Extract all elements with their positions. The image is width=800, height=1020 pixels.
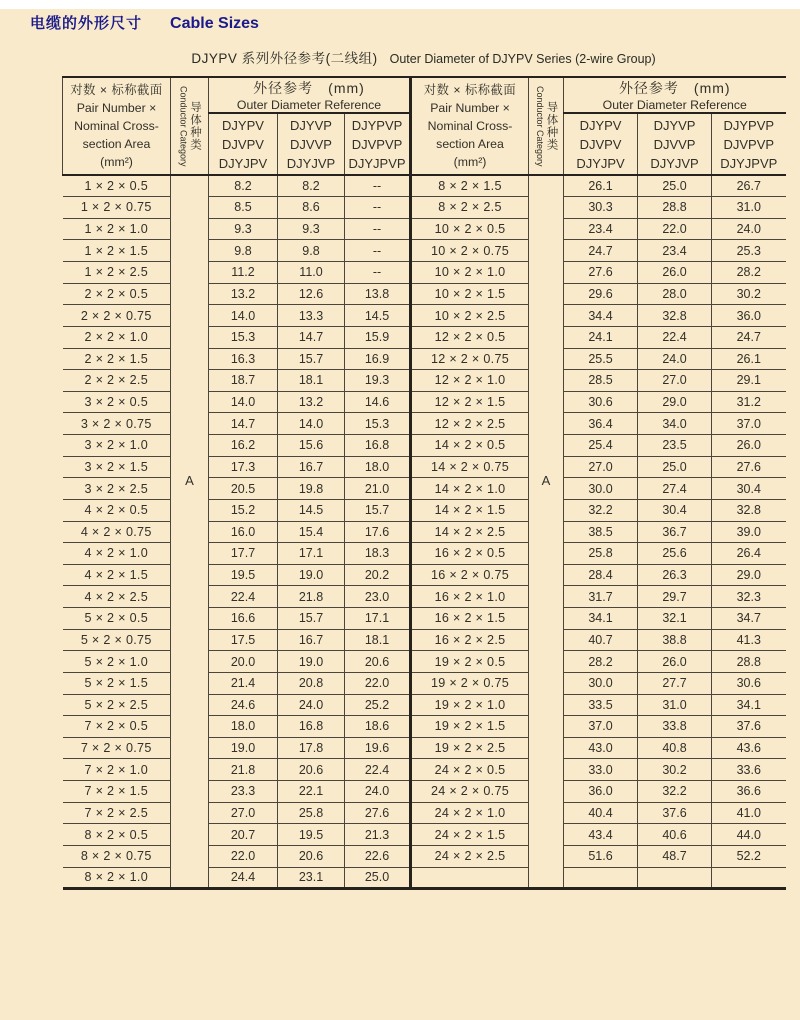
diameter-value-cell: 31.2 xyxy=(712,391,786,413)
pair-size-cell: 12 × 2 × 0.5 xyxy=(411,326,529,348)
table-subtitle xyxy=(62,47,785,68)
diameter-value-cell: 16.6 xyxy=(209,608,278,630)
pair-size-cell: 10 × 2 × 1.5 xyxy=(411,283,529,305)
diameter-value-cell: 25.3 xyxy=(712,240,786,262)
diameter-value-cell: -- xyxy=(345,262,411,284)
diameter-value-cell: 25.5 xyxy=(564,348,638,370)
diameter-value-cell: 29.1 xyxy=(712,370,786,392)
diameter-value-cell: 28.4 xyxy=(564,564,638,586)
pair-size-cell: 24 × 2 × 1.0 xyxy=(411,802,529,824)
pair-size-cell: 5 × 2 × 2.5 xyxy=(63,694,171,716)
cable-sizes-table xyxy=(62,76,786,890)
pair-size-cell: 24 × 2 × 0.5 xyxy=(411,759,529,781)
diameter-value-cell: 34.1 xyxy=(712,694,786,716)
diameter-value-cell: 24.0 xyxy=(345,781,411,803)
diameter-value-cell: 20.7 xyxy=(209,824,278,846)
diameter-value-cell: 22.0 xyxy=(209,845,278,867)
diameter-value-cell: 32.8 xyxy=(638,305,712,327)
diameter-value-cell: 16.0 xyxy=(209,521,278,543)
diameter-value-cell: 17.1 xyxy=(278,543,345,565)
diameter-value-cell: 33.6 xyxy=(712,759,786,781)
diameter-value-cell: 16.3 xyxy=(209,348,278,370)
pair-size-cell: 4 × 2 × 0.5 xyxy=(63,499,171,521)
diameter-value-cell: 28.2 xyxy=(564,651,638,673)
diameter-value-cell: -- xyxy=(345,197,411,219)
pair-size-cell: 16 × 2 × 1.5 xyxy=(411,608,529,630)
cable-type-header-cell: DJYPVP DJVPVP DJYJPVP xyxy=(345,113,411,175)
diameter-value-cell: 41.0 xyxy=(712,802,786,824)
diameter-value-cell: 15.4 xyxy=(278,521,345,543)
diameter-value-cell: 20.8 xyxy=(278,672,345,694)
diameter-value-cell: 33.5 xyxy=(564,694,638,716)
diameter-value-cell: 34.0 xyxy=(638,413,712,435)
outer-diameter-header-cell: 外径参考 (mm) Outer Diameter Reference xyxy=(209,77,411,113)
diameter-value-cell: 14.5 xyxy=(345,305,411,327)
diameter-value-cell: 28.8 xyxy=(712,651,786,673)
table-subtitle-zh: DJYPV 系列外径参考(二线组) xyxy=(191,51,378,66)
diameter-value-cell: 28.5 xyxy=(564,370,638,392)
diameter-value-cell: 25.0 xyxy=(638,175,712,197)
pair-size-cell: 14 × 2 × 1.5 xyxy=(411,499,529,521)
diameter-value-cell: 41.3 xyxy=(712,629,786,651)
diameter-value-cell: 34.7 xyxy=(712,608,786,630)
diameter-value-cell: 52.2 xyxy=(712,845,786,867)
diameter-value-cell: 28.8 xyxy=(638,197,712,219)
page-title-en: Cable Sizes xyxy=(170,15,259,32)
diameter-value-cell xyxy=(564,867,638,889)
pair-size-cell: 14 × 2 × 2.5 xyxy=(411,521,529,543)
diameter-value-cell: 9.8 xyxy=(209,240,278,262)
diameter-value-cell: 28.0 xyxy=(638,283,712,305)
diameter-value-cell: 18.3 xyxy=(345,543,411,565)
diameter-value-cell: 32.3 xyxy=(712,586,786,608)
pair-size-cell: 5 × 2 × 1.0 xyxy=(63,651,171,673)
diameter-value-cell: -- xyxy=(345,218,411,240)
diameter-value-cell: 17.5 xyxy=(209,629,278,651)
diameter-value-cell xyxy=(638,867,712,889)
diameter-value-cell: 16.8 xyxy=(345,435,411,457)
diameter-value-cell: 30.0 xyxy=(564,478,638,500)
diameter-value-cell: 25.4 xyxy=(564,435,638,457)
page-title xyxy=(0,9,800,33)
page-title-zh: 电缆的外形尺寸 xyxy=(30,15,143,32)
diameter-value-cell: 19.5 xyxy=(278,824,345,846)
diameter-value-cell: 38.8 xyxy=(638,629,712,651)
pair-size-cell: 3 × 2 × 2.5 xyxy=(63,478,171,500)
table-row xyxy=(63,175,786,197)
pair-size-cell: 14 × 2 × 0.5 xyxy=(411,435,529,457)
diameter-value-cell: 36.0 xyxy=(712,305,786,327)
diameter-value-cell: 9.3 xyxy=(209,218,278,240)
pair-size-cell: 1 × 2 × 1.5 xyxy=(63,240,171,262)
conductor-category-label-zh: 导体种类 xyxy=(189,101,202,151)
diameter-value-cell: 34.1 xyxy=(564,608,638,630)
diameter-value-cell: 24.6 xyxy=(209,694,278,716)
pair-size-cell: 7 × 2 × 0.5 xyxy=(63,716,171,738)
pair-size-cell: 2 × 2 × 1.5 xyxy=(63,348,171,370)
pair-size-cell: 1 × 2 × 0.5 xyxy=(63,175,171,197)
diameter-value-cell: 15.7 xyxy=(345,499,411,521)
pair-size-cell: 1 × 2 × 2.5 xyxy=(63,262,171,284)
diameter-value-cell: 23.4 xyxy=(564,218,638,240)
cable-type-header-cell: DJYPVP DJVPVP DJYJPVP xyxy=(712,113,786,175)
diameter-value-cell: 29.6 xyxy=(564,283,638,305)
diameter-value-cell: 21.8 xyxy=(209,759,278,781)
conductor-category-label-zh: 导体种类 xyxy=(545,101,558,151)
diameter-value-cell: 17.8 xyxy=(278,737,345,759)
diameter-value-cell: 18.1 xyxy=(278,370,345,392)
diameter-value-cell: 8.2 xyxy=(278,175,345,197)
diameter-value-cell: 37.6 xyxy=(638,802,712,824)
pair-size-cell: 2 × 2 × 0.75 xyxy=(63,305,171,327)
diameter-value-cell: 24.0 xyxy=(278,694,345,716)
pair-size-cell: 16 × 2 × 0.75 xyxy=(411,564,529,586)
diameter-value-cell: 44.0 xyxy=(712,824,786,846)
pair-size-cell: 7 × 2 × 1.0 xyxy=(63,759,171,781)
diameter-value-cell: 15.3 xyxy=(209,326,278,348)
diameter-value-cell: 22.0 xyxy=(345,672,411,694)
pair-size-cell: 10 × 2 × 0.75 xyxy=(411,240,529,262)
pair-size-cell: 1 × 2 × 0.75 xyxy=(63,197,171,219)
diameter-value-cell: 32.2 xyxy=(564,499,638,521)
diameter-value-cell: 17.6 xyxy=(345,521,411,543)
diameter-value-cell: 33.8 xyxy=(638,716,712,738)
diameter-value-cell: 15.2 xyxy=(209,499,278,521)
pair-size-cell: 19 × 2 × 0.75 xyxy=(411,672,529,694)
pair-size-cell: 10 × 2 × 1.0 xyxy=(411,262,529,284)
diameter-value-cell: 20.6 xyxy=(278,759,345,781)
diameter-value-cell: 15.3 xyxy=(345,413,411,435)
diameter-value-cell: 30.2 xyxy=(712,283,786,305)
diameter-value-cell: 43.6 xyxy=(712,737,786,759)
diameter-value-cell: 20.2 xyxy=(345,564,411,586)
diameter-value-cell: 21.8 xyxy=(278,586,345,608)
diameter-value-cell: 15.9 xyxy=(345,326,411,348)
diameter-value-cell: 14.7 xyxy=(209,413,278,435)
diameter-value-cell: 32.2 xyxy=(638,781,712,803)
diameter-value-cell: 22.0 xyxy=(638,218,712,240)
diameter-value-cell: 21.3 xyxy=(345,824,411,846)
pair-size-cell: 7 × 2 × 1.5 xyxy=(63,781,171,803)
diameter-value-cell: 30.2 xyxy=(638,759,712,781)
pair-size-cell: 10 × 2 × 0.5 xyxy=(411,218,529,240)
diameter-value-cell: 19.0 xyxy=(209,737,278,759)
diameter-value-cell: 24.7 xyxy=(712,326,786,348)
diameter-value-cell: 14.7 xyxy=(278,326,345,348)
pair-size-cell: 19 × 2 × 1.0 xyxy=(411,694,529,716)
diameter-value-cell: 26.7 xyxy=(712,175,786,197)
pair-size-cell: 14 × 2 × 1.0 xyxy=(411,478,529,500)
diameter-value-cell: 14.0 xyxy=(209,305,278,327)
diameter-value-cell: 24.1 xyxy=(564,326,638,348)
diameter-value-cell: 27.0 xyxy=(564,456,638,478)
diameter-value-cell: 22.4 xyxy=(638,326,712,348)
diameter-value-cell: 51.6 xyxy=(564,845,638,867)
diameter-value-cell: 8.2 xyxy=(209,175,278,197)
diameter-value-cell: 32.1 xyxy=(638,608,712,630)
diameter-value-cell: -- xyxy=(345,240,411,262)
diameter-value-cell: 27.7 xyxy=(638,672,712,694)
pair-size-cell: 16 × 2 × 1.0 xyxy=(411,586,529,608)
conductor-category-header-cell xyxy=(171,77,209,175)
diameter-value-cell: 13.3 xyxy=(278,305,345,327)
page-top-strip xyxy=(0,0,800,9)
pair-size-cell: 4 × 2 × 1.5 xyxy=(63,564,171,586)
pair-size-cell: 19 × 2 × 1.5 xyxy=(411,716,529,738)
diameter-value-cell: 24.4 xyxy=(209,867,278,889)
cable-type-header-cell: DJYPV DJVPV DJYJPV xyxy=(564,113,638,175)
diameter-value-cell: 43.0 xyxy=(564,737,638,759)
diameter-value-cell: 23.5 xyxy=(638,435,712,457)
pair-size-cell: 3 × 2 × 0.5 xyxy=(63,391,171,413)
diameter-value-cell: 14.0 xyxy=(209,391,278,413)
diameter-value-cell: 23.0 xyxy=(345,586,411,608)
diameter-value-cell: 34.4 xyxy=(564,305,638,327)
diameter-value-cell: 43.4 xyxy=(564,824,638,846)
diameter-value-cell: 36.0 xyxy=(564,781,638,803)
diameter-value-cell: 30.3 xyxy=(564,197,638,219)
pair-size-cell: 8 × 2 × 1.0 xyxy=(63,867,171,889)
pair-size-cell: 10 × 2 × 2.5 xyxy=(411,305,529,327)
diameter-value-cell: 31.0 xyxy=(712,197,786,219)
diameter-value-cell xyxy=(712,867,786,889)
pair-size-cell: 3 × 2 × 0.75 xyxy=(63,413,171,435)
diameter-value-cell: 23.3 xyxy=(209,781,278,803)
diameter-value-cell: 19.6 xyxy=(345,737,411,759)
pair-size-cell: 7 × 2 × 2.5 xyxy=(63,802,171,824)
diameter-value-cell: 14.5 xyxy=(278,499,345,521)
diameter-value-cell: 37.0 xyxy=(564,716,638,738)
pair-size-cell: 8 × 2 × 1.5 xyxy=(411,175,529,197)
diameter-value-cell: 15.6 xyxy=(278,435,345,457)
diameter-value-cell: 17.3 xyxy=(209,456,278,478)
diameter-value-cell: 22.6 xyxy=(345,845,411,867)
diameter-value-cell: 29.0 xyxy=(712,564,786,586)
diameter-value-cell: 30.6 xyxy=(564,391,638,413)
pair-size-cell: 19 × 2 × 2.5 xyxy=(411,737,529,759)
diameter-value-cell: 30.0 xyxy=(564,672,638,694)
diameter-value-cell: 40.7 xyxy=(564,629,638,651)
diameter-value-cell: 25.0 xyxy=(345,867,411,889)
cable-type-header-cell: DJYVP DJVVP DJYJVP xyxy=(638,113,712,175)
diameter-value-cell: 20.0 xyxy=(209,651,278,673)
diameter-value-cell: 8.6 xyxy=(278,197,345,219)
diameter-value-cell: 27.4 xyxy=(638,478,712,500)
diameter-value-cell: 26.0 xyxy=(638,651,712,673)
diameter-value-cell: 19.0 xyxy=(278,564,345,586)
pair-size-cell: 12 × 2 × 2.5 xyxy=(411,413,529,435)
pair-size-cell: 4 × 2 × 0.75 xyxy=(63,521,171,543)
pair-size-cell: 24 × 2 × 1.5 xyxy=(411,824,529,846)
pair-size-cell: 19 × 2 × 0.5 xyxy=(411,651,529,673)
pair-size-cell: 2 × 2 × 2.5 xyxy=(63,370,171,392)
diameter-value-cell: 16.2 xyxy=(209,435,278,457)
pair-size-cell: 16 × 2 × 0.5 xyxy=(411,543,529,565)
diameter-value-cell: 30.4 xyxy=(712,478,786,500)
diameter-value-cell: 16.8 xyxy=(278,716,345,738)
diameter-value-cell: 9.3 xyxy=(278,218,345,240)
diameter-value-cell: 27.0 xyxy=(638,370,712,392)
diameter-value-cell: 27.6 xyxy=(564,262,638,284)
pair-size-cell xyxy=(411,867,529,889)
diameter-value-cell: 26.0 xyxy=(638,262,712,284)
diameter-value-cell: 25.6 xyxy=(638,543,712,565)
pair-size-cell: 5 × 2 × 0.5 xyxy=(63,608,171,630)
diameter-value-cell: 19.8 xyxy=(278,478,345,500)
diameter-value-cell: 37.0 xyxy=(712,413,786,435)
pair-size-cell: 4 × 2 × 2.5 xyxy=(63,586,171,608)
diameter-value-cell: 20.6 xyxy=(278,845,345,867)
diameter-value-cell: 26.0 xyxy=(712,435,786,457)
table-subtitle-en: Outer Diameter of DJYPV Series (2-wire Group) xyxy=(389,52,656,66)
diameter-value-cell: 40.8 xyxy=(638,737,712,759)
pair-size-cell: 5 × 2 × 0.75 xyxy=(63,629,171,651)
diameter-value-cell: 9.8 xyxy=(278,240,345,262)
pair-size-cell: 8 × 2 × 0.5 xyxy=(63,824,171,846)
conductor-category-cell: A xyxy=(529,175,564,889)
diameter-value-cell: 40.6 xyxy=(638,824,712,846)
diameter-value-cell: 16.7 xyxy=(278,629,345,651)
diameter-value-cell: 20.6 xyxy=(345,651,411,673)
diameter-value-cell: 18.7 xyxy=(209,370,278,392)
pair-size-cell: 1 × 2 × 1.0 xyxy=(63,218,171,240)
diameter-value-cell: 21.4 xyxy=(209,672,278,694)
diameter-value-cell: 13.2 xyxy=(209,283,278,305)
diameter-value-cell: 25.2 xyxy=(345,694,411,716)
diameter-value-cell: 19.3 xyxy=(345,370,411,392)
diameter-value-cell: 8.5 xyxy=(209,197,278,219)
pair-size-cell: 4 × 2 × 1.0 xyxy=(63,543,171,565)
diameter-value-cell: 22.1 xyxy=(278,781,345,803)
diameter-value-cell: 15.7 xyxy=(278,608,345,630)
diameter-value-cell: 24.0 xyxy=(712,218,786,240)
diameter-value-cell: 37.6 xyxy=(712,716,786,738)
diameter-value-cell: 14.6 xyxy=(345,391,411,413)
diameter-value-cell: 17.1 xyxy=(345,608,411,630)
pair-size-cell: 2 × 2 × 1.0 xyxy=(63,326,171,348)
diameter-value-cell: 36.7 xyxy=(638,521,712,543)
diameter-value-cell: 18.0 xyxy=(345,456,411,478)
diameter-value-cell: 29.7 xyxy=(638,586,712,608)
pair-size-cell: 12 × 2 × 1.0 xyxy=(411,370,529,392)
diameter-value-cell: 13.8 xyxy=(345,283,411,305)
diameter-value-cell: 28.2 xyxy=(712,262,786,284)
outer-diameter-header-cell: 外径参考 (mm) Outer Diameter Reference xyxy=(564,77,786,113)
diameter-value-cell: 13.2 xyxy=(278,391,345,413)
diameter-value-cell: 16.9 xyxy=(345,348,411,370)
diameter-value-cell: 40.4 xyxy=(564,802,638,824)
diameter-value-cell: 32.8 xyxy=(712,499,786,521)
pair-size-cell: 8 × 2 × 2.5 xyxy=(411,197,529,219)
diameter-value-cell: 26.1 xyxy=(564,175,638,197)
diameter-value-cell: 29.0 xyxy=(638,391,712,413)
diameter-value-cell: -- xyxy=(345,175,411,197)
diameter-value-cell: 24.0 xyxy=(638,348,712,370)
diameter-value-cell: 11.0 xyxy=(278,262,345,284)
pair-size-cell: 14 × 2 × 0.75 xyxy=(411,456,529,478)
diameter-value-cell: 24.7 xyxy=(564,240,638,262)
diameter-value-cell: 23.4 xyxy=(638,240,712,262)
diameter-value-cell: 30.4 xyxy=(638,499,712,521)
diameter-value-cell: 31.0 xyxy=(638,694,712,716)
pair-number-header-cell: 对数 × 标称截面 Pair Number × Nominal Cross- section Area (mm²) xyxy=(411,77,529,175)
pair-number-header-cell: 对数 × 标称截面 Pair Number × Nominal Cross- section Area (mm²) xyxy=(63,77,171,175)
diameter-value-cell: 17.7 xyxy=(209,543,278,565)
diameter-value-cell: 22.4 xyxy=(209,586,278,608)
pair-size-cell: 2 × 2 × 0.5 xyxy=(63,283,171,305)
diameter-value-cell: 31.7 xyxy=(564,586,638,608)
diameter-value-cell: 19.0 xyxy=(278,651,345,673)
diameter-value-cell: 26.3 xyxy=(638,564,712,586)
diameter-value-cell: 18.1 xyxy=(345,629,411,651)
pair-size-cell: 5 × 2 × 1.5 xyxy=(63,672,171,694)
pair-size-cell: 24 × 2 × 0.75 xyxy=(411,781,529,803)
diameter-value-cell: 18.0 xyxy=(209,716,278,738)
conductor-category-header-cell xyxy=(529,77,564,175)
diameter-value-cell: 36.4 xyxy=(564,413,638,435)
pair-size-cell: 7 × 2 × 0.75 xyxy=(63,737,171,759)
diameter-value-cell: 26.1 xyxy=(712,348,786,370)
conductor-category-label-en: Conductor Category xyxy=(534,85,545,167)
pair-size-cell: 3 × 2 × 1.5 xyxy=(63,456,171,478)
conductor-category-label-en: Conductor Category xyxy=(178,85,189,167)
diameter-value-cell: 20.5 xyxy=(209,478,278,500)
diameter-value-cell: 39.0 xyxy=(712,521,786,543)
pair-size-cell: 12 × 2 × 1.5 xyxy=(411,391,529,413)
diameter-value-cell: 26.4 xyxy=(712,543,786,565)
diameter-value-cell: 30.6 xyxy=(712,672,786,694)
conductor-category-cell: A xyxy=(171,175,209,889)
diameter-value-cell: 11.2 xyxy=(209,262,278,284)
diameter-value-cell: 25.8 xyxy=(564,543,638,565)
table-body xyxy=(63,175,786,889)
diameter-value-cell: 27.6 xyxy=(345,802,411,824)
diameter-value-cell: 16.7 xyxy=(278,456,345,478)
pair-size-cell: 16 × 2 × 2.5 xyxy=(411,629,529,651)
diameter-value-cell: 27.6 xyxy=(712,456,786,478)
cable-type-header-cell: DJYVP DJVVP DJYJVP xyxy=(278,113,345,175)
diameter-value-cell: 25.8 xyxy=(278,802,345,824)
diameter-value-cell: 14.0 xyxy=(278,413,345,435)
diameter-value-cell: 22.4 xyxy=(345,759,411,781)
diameter-value-cell: 21.0 xyxy=(345,478,411,500)
pair-size-cell: 3 × 2 × 1.0 xyxy=(63,435,171,457)
pair-size-cell: 8 × 2 × 0.75 xyxy=(63,845,171,867)
diameter-value-cell: 27.0 xyxy=(209,802,278,824)
diameter-value-cell: 38.5 xyxy=(564,521,638,543)
diameter-value-cell: 23.1 xyxy=(278,867,345,889)
diameter-value-cell: 33.0 xyxy=(564,759,638,781)
diameter-value-cell: 12.6 xyxy=(278,283,345,305)
diameter-value-cell: 19.5 xyxy=(209,564,278,586)
diameter-value-cell: 25.0 xyxy=(638,456,712,478)
diameter-value-cell: 18.6 xyxy=(345,716,411,738)
pair-size-cell: 24 × 2 × 2.5 xyxy=(411,845,529,867)
diameter-value-cell: 48.7 xyxy=(638,845,712,867)
diameter-value-cell: 36.6 xyxy=(712,781,786,803)
pair-size-cell: 12 × 2 × 0.75 xyxy=(411,348,529,370)
cable-type-header-cell: DJYPV DJVPV DJYJPV xyxy=(209,113,278,175)
table-header-row-1 xyxy=(63,77,786,113)
diameter-value-cell: 15.7 xyxy=(278,348,345,370)
